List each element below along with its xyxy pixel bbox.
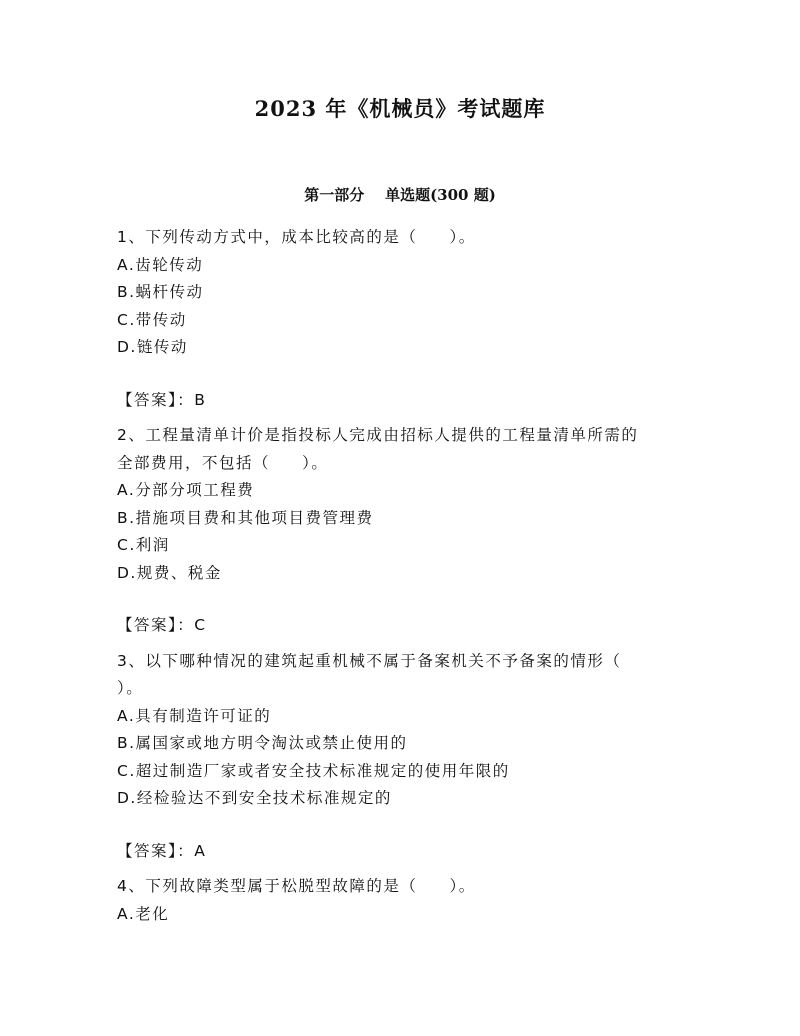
option-d: D.链传动	[117, 338, 188, 356]
answer-value: C	[194, 616, 207, 634]
option-d: D.经检验达不到安全技术标准规定的	[117, 789, 392, 807]
question-stem: 2、工程量清单计价是指投标人完成由招标人提供的工程量清单所需的	[117, 426, 639, 444]
option-a: A.齿轮传动	[117, 255, 204, 274]
option-a: A.老化	[117, 904, 170, 923]
answer-label: 【答案】：	[117, 616, 195, 634]
question-stem-continued: ）。	[117, 679, 144, 697]
question-stem: 3、以下哪种情况的建筑起重机械不属于备案机关不予备案的情形（	[117, 651, 622, 670]
option-a: A.分部分项工程费	[117, 481, 255, 499]
document-title: 2023 年《机械员》考试题库	[254, 96, 546, 121]
option-c: C.带传动	[117, 310, 187, 329]
answer-value: A	[194, 841, 207, 860]
option-c: C.超过制造厂家或者安全技术标准规定的使用年限的	[117, 761, 510, 780]
option-b: B.蜗杆传动	[117, 283, 204, 301]
option-c: C.利润	[117, 536, 170, 554]
question-stem: 4、下列故障类型属于松脱型故障的是（ ）。	[117, 877, 476, 895]
question-stem-continued: 全部费用，不包括（ ）。	[117, 453, 329, 472]
answer-value: B	[194, 390, 207, 409]
answer-line	[117, 387, 677, 415]
question-stem: 1、下列传动方式中，成本比较高的是（ ）。	[117, 228, 476, 246]
option-b: B.属国家或地方明令淘汰或禁止使用的	[117, 734, 408, 752]
option-d: D.规费、税金	[117, 563, 222, 582]
answer-label: 【答案】：	[117, 841, 195, 860]
option-a: A.具有制造许可证的	[117, 706, 272, 725]
question-list	[117, 224, 677, 928]
answer-line	[117, 838, 677, 866]
question-block	[117, 873, 677, 928]
section-title: 第一部分 单选题(300 题)	[304, 186, 496, 204]
question-block	[117, 648, 677, 866]
answer-label: 【答案】：	[117, 390, 195, 409]
question-block	[117, 224, 677, 414]
question-block	[117, 422, 677, 640]
option-b: B.措施项目费和其他项目费管理费	[117, 508, 374, 527]
answer-line	[117, 612, 677, 640]
